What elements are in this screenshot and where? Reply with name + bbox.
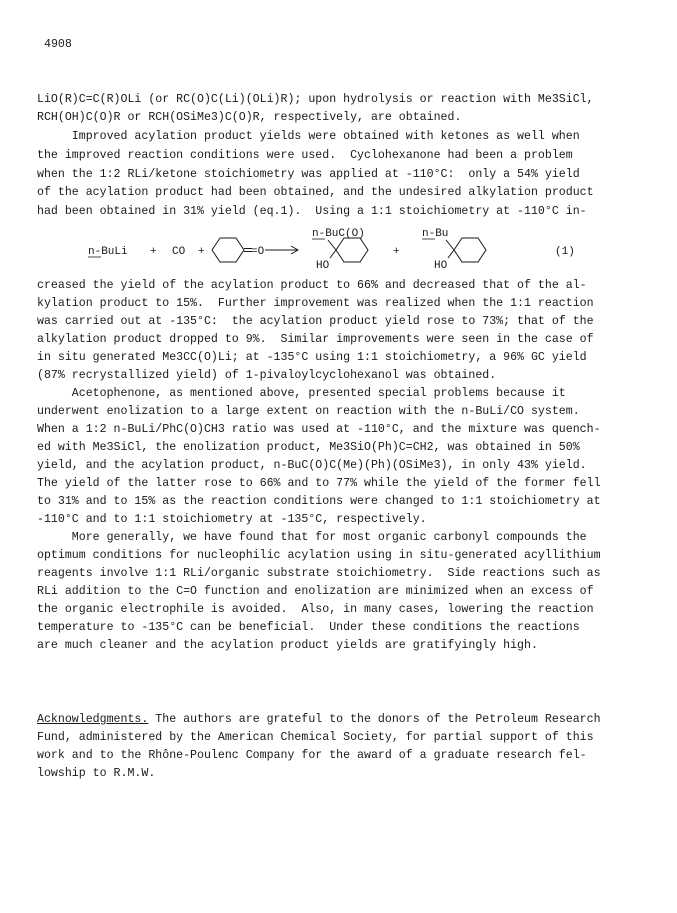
acknowledgments-line-1 — [37, 713, 601, 727]
acknowledgments-heading: Acknowledgments. — [37, 713, 149, 726]
acknowledgments-line-3: work and to the Rhône-Poulenc Company for the award of a graduate research fel- — [37, 749, 587, 762]
para4-line-1: More generally, we have found that for most organic carbonyl compounds the — [37, 531, 587, 544]
para3-line-5: yield, and the acylation product, n-BuC(O)C(Me)(Ph)(OSiMe3), in only 43% yield. — [37, 459, 587, 472]
eq-label: (1) — [555, 246, 575, 258]
eq-plus-1: + — [150, 246, 157, 258]
para1-line-1: LiO(R)C=C(R)OLi (or RC(O)C(Li)(OLi)R); upon hydrolysis or reaction with Me3SiCl, — [37, 93, 594, 106]
para4-line-4: RLi addition to the C=O function and enolization are minimized when an excess of — [37, 585, 594, 598]
para2-line-5: had been obtained in 31% yield (eq.1). Using a 1:1 stoichiometry at -110°C in- — [37, 205, 587, 218]
para2-line-4: of the acylation product had been obtained, and the undesired alkylation product — [37, 186, 594, 199]
para2-cont-line-1: creased the yield of the acylation product to 66% and decreased that of the al- — [37, 279, 587, 292]
para3-line-3: When a 1:2 n-BuLi/PhC(O)CH3 ratio was used at -110°C, and the mixture was quench- — [37, 423, 601, 436]
eq-product2-butyl: n-Bu — [422, 228, 449, 240]
para3-line-4: ed with Me3SiCl, the enolization product, Me3SiO(Ph)C=CH2, was obtained in 50% — [37, 441, 580, 454]
cyclohexanone-ring — [212, 238, 244, 262]
eq-reactant-nbuli: n-BuLi — [88, 246, 128, 258]
para4-line-6: temperature to -135°C can be beneficial. Under these conditions the reactions — [37, 621, 580, 634]
para2-line-3: when the 1:2 RLi/ketone stoichiometry was applied at -110°C: only a 54% yield — [37, 168, 580, 181]
product1-ring — [336, 238, 368, 262]
para2-cont-line-5: in situ generated Me3CC(O)Li; at -135°C using 1:1 stoichiometry, a 96% GC yield — [37, 351, 587, 364]
para4-line-5: the organic electrophile is avoided. Also, in many cases, lowering the reaction — [37, 603, 594, 616]
para4-line-7: are much cleaner and the acylation product yields are gratifyingly high. — [37, 639, 538, 652]
eq-ketone-oxygen: =O — [251, 246, 265, 258]
eq-reactant-co: CO — [172, 246, 186, 258]
para4-line-3: reagents involve 1:1 RLi/organic substrate stoichiometry. Side reactions such as — [37, 567, 601, 580]
eq-product1-hydroxyl: HO — [316, 260, 330, 272]
product2-ring — [454, 238, 486, 262]
para2-cont-line-2: kylation product to 15%. Further improvement was realized when the 1:1 reaction — [37, 297, 594, 310]
para4-line-2: optimum conditions for nucleophilic acylation using in situ-generated acyllithium — [37, 549, 601, 562]
para2-cont-line-3: was carried out at -135°C: the acylation product yield rose to 73%; that of the — [37, 315, 594, 328]
acknowledgments-line-2: Fund, administered by the American Chemical Society, for partial support of this — [37, 731, 594, 744]
acknowledgments-line-4: lowship to R.M.W. — [37, 767, 156, 780]
para3-line-1: Acetophenone, as mentioned above, presented special problems because it — [37, 387, 566, 400]
para2-line-1: Improved acylation product yields were obtained with ketones as well when — [37, 130, 580, 143]
page-number: 4908 — [44, 38, 72, 51]
eq-product1-acyl: n-BuC(O) — [312, 228, 365, 240]
para3-line-6: The yield of the latter rose to 66% and to 77% while the yield of the former fell — [37, 477, 601, 490]
eq-plus-2: + — [198, 246, 205, 258]
para2-cont-line-6: (87% recrystallized yield) of 1-pivaloylcyclohexanol was obtained. — [37, 369, 497, 382]
para1-line-2: RCH(OH)C(O)R or RCH(OSiMe3)C(O)R, respectively, are obtained. — [37, 111, 462, 124]
para3-line-2: underwent enolization to a large extent on reaction with the n-BuLi/CO system. — [37, 405, 580, 418]
para3-line-7: to 31% and to 15% as the reaction conditions were changed to 1:1 stoichiometry at — [37, 495, 601, 508]
para3-line-8: -110°C and to 1:1 stoichiometry at -135°C, respectively. — [37, 513, 427, 526]
eq-plus-3: + — [393, 246, 400, 258]
acknowledgments-text-1: The authors are grateful to the donors of the Petroleum Research — [148, 713, 601, 726]
para2-cont-line-4: alkylation product dropped to 9%. Similar improvements were seen in the case of — [37, 333, 594, 346]
eq-product2-hydroxyl: HO — [434, 260, 448, 272]
para2-line-2: the improved reaction conditions were used. Cyclohexanone had been a problem — [37, 149, 573, 162]
